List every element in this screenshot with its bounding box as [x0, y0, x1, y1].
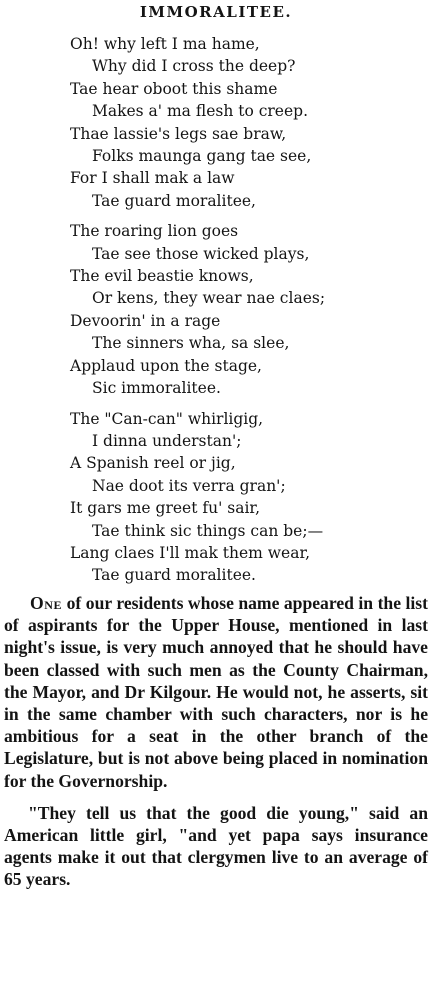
poem-line: I dinna understan'; — [92, 431, 242, 450]
poem-line: Tae guard moralitee, — [92, 191, 256, 210]
poem-line: Tae guard moralitee. — [92, 566, 256, 585]
poem-line: Why did I cross the deep? — [92, 57, 296, 76]
poem-line: Tae see those wicked plays, — [92, 244, 310, 263]
news-paragraphs — [4, 592, 428, 891]
poem-line: Applaud upon the stage, — [70, 356, 262, 375]
poem-line: Tae think sic things can be;— — [92, 521, 324, 540]
news-paragraph — [4, 802, 428, 891]
poem-title: IMMORALITEE. — [139, 3, 293, 21]
poem-line: Folks maunga gang tae see, — [92, 147, 312, 166]
poem-line: The evil beastie knows, — [70, 267, 254, 286]
poem-stanza-2 — [70, 220, 420, 399]
poem — [70, 33, 420, 595]
poem-line: Makes a' ma flesh to creep. — [92, 102, 309, 121]
poem-line: The sinners wha, sa slee, — [92, 334, 290, 353]
poem-line: For I shall mak a law — [70, 169, 235, 188]
poem-stanza-1 — [70, 33, 420, 212]
paragraph-lead-word: One — [30, 593, 63, 613]
poem-line: Lang claes I'll mak them wear, — [70, 543, 311, 562]
poem-stanza-3 — [70, 408, 420, 587]
paragraph-text: "They tell us that the good die young," said an American little girl, "and yet papa says insurance agents make it out that clergymen live to an average of 65 years. — [4, 802, 428, 890]
poem-line: Oh! why left I ma hame, — [70, 35, 260, 53]
poem-line: Devoorin' in a rage — [70, 311, 221, 330]
news-paragraph — [4, 592, 428, 792]
poem-line: Nae doot its verra gran'; — [92, 476, 286, 495]
poem-line: It gars me greet fu' sair, — [70, 499, 261, 518]
poem-line: A Spanish reel or jig, — [70, 454, 236, 473]
paragraph-text: of our residents whose name appeared in the list of aspirants for the Upper House, mentioned in last night's issue, is very much annoyed that he should have been classed with such men as the County Chairman, the Mayor, and Dr Kilgour. He would not, he asserts, sit in the same chamber with such characters, nor is he ambitious for a seat in the other branch of the Legislature, but is not above being placed in nomination for the Governorship. — [4, 593, 428, 791]
poem-line: The "Can-can" whirligig, — [70, 409, 264, 428]
poem-line: Thae lassie's legs sae braw, — [70, 124, 287, 143]
poem-line: Or kens, they wear nae claes; — [92, 289, 326, 308]
poem-line: Sic immoralitee. — [92, 379, 221, 398]
poem-line: The roaring lion goes — [70, 222, 239, 241]
poem-line: Tae hear oboot this shame — [70, 79, 278, 98]
